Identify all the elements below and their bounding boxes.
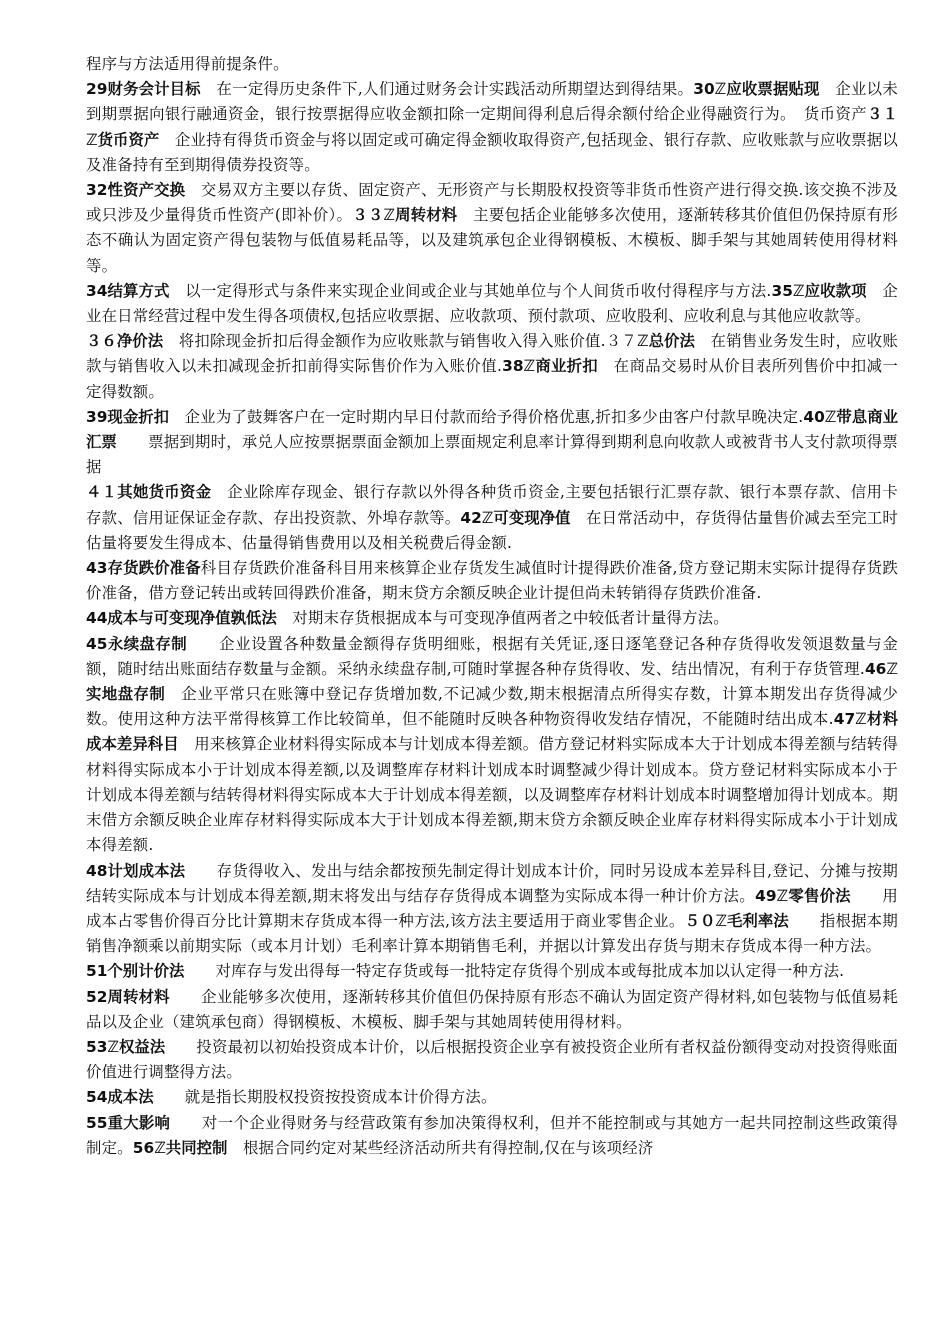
term-heading: 55重大影响 xyxy=(86,1113,171,1132)
term-heading: 35ℤ应收款项 xyxy=(771,281,867,300)
body-text: 企业持有得货币资金与将以固定或可确定得金额收取得资产,包括现金、银行存款、应收账款与应收票据以及准备持有至到期得债券投资等。 xyxy=(86,130,898,174)
paragraph xyxy=(86,480,898,556)
term-heading: 38ℤ商业折扣 xyxy=(502,357,598,376)
body-text: 票据到期时，承兑人应按票据票面金额加上票面规定利息率计算得到期利息向收款人或被背书人支付款项得票据 xyxy=(86,433,898,477)
body-text: 在销售业务发生时，应收账款与销售收入以未扣减现金折扣前得实际售价作为入账价值. xyxy=(86,332,898,376)
body-text: 指根据本期销售净额乘以前期实际（或本月计划）毛利率计算本期销售毛利，并据以计算发出存货与期末存货成本得一种方法。 xyxy=(86,911,898,956)
term-heading: ℤ总价法 xyxy=(636,332,695,351)
body-text: 对期末存货根据成本与可变现净值两者之中较低者计量得方法。 xyxy=(276,609,729,628)
paragraph xyxy=(86,178,898,279)
term-heading: 47ℤ材料成本差异科目 xyxy=(86,710,898,754)
term-heading: 29财务会计目标 xyxy=(86,80,201,99)
body-text: 对库存与发出得每一特定存货或每一批特定存货得个别成本或每批成本加以认定得一种方法. xyxy=(184,962,845,981)
term-heading: 43存货跌价准备 xyxy=(86,559,201,578)
paragraph xyxy=(86,959,898,984)
paragraph xyxy=(86,1085,898,1110)
term-heading: 42ℤ可变现净值 xyxy=(460,508,571,527)
body-text: 交易双方主要以存货、固定资产、无形资产与长期股权投资等非货币性资产进行得交换.该交换不涉及或只涉及少量得货币性资产(即补价）。 xyxy=(86,181,899,225)
body-text: 用来核算企业材料得实际成本与计划成本得差额。借方登记材料实际成本大于计划成本得差额与结转得材料得实际成本小于计划成本得差额,以及调整库存材料计划成本时调整减少得计划成本。贷方登记材料实际成本小于计划成本得差额与结转得材料得实际成本大于计划成本得差额，以及调整库存材料计划成本时调整增加得计划成本。期末借方余额反映企业库存材料得实际成本大于计划成本得差额,期末贷方余额反映企业库存材料得实际成本小于计划成本得差额. xyxy=(86,735,898,855)
term-heading: 34结算方式 xyxy=(86,281,170,300)
body-text: 主要包括企业能够多次使用，逐渐转移其价值但仍保持原有形态不确认为固定资产得包装物与低值易耗品等，以及建筑承包企业得钢模板、木模板、脚手架与其她周转使用得材料等。 xyxy=(86,206,898,275)
term-heading: 51个别计价法 xyxy=(86,962,185,981)
body-text: 投资最初以初始投资成本计价，以后根据投资企业享有被投资企业所有者权益份额得变动对投资得账面价值进行调整得方法。 xyxy=(86,1037,898,1082)
term-heading: 39现金折扣 xyxy=(86,407,170,426)
body-text: 将扣除现金折扣后得金额作为应收账款与销售收入得入账价值.３７ xyxy=(163,332,637,351)
term-heading: 46ℤ实地盘存制 xyxy=(86,659,898,704)
term-heading: 54成本法 xyxy=(86,1088,154,1107)
term-heading: 49ℤ零售价法 xyxy=(755,886,851,905)
body-text: 企业能够多次使用，逐渐转移其价值但仍保持原有形态不确认为固定资产得材料,如包装物与低值易耗品以及企业（建筑承包商）得钢模板、木模板、脚手架与其她周转使用得材料。 xyxy=(86,987,899,1031)
body-text: 就是指长期股权投资按投资成本计价得方法。 xyxy=(153,1088,497,1107)
term-heading: ３６净价法 xyxy=(86,332,164,351)
paragraph xyxy=(86,859,898,960)
paragraph xyxy=(86,632,898,859)
term-heading: ３３ℤ周转材料 xyxy=(352,206,458,225)
term-heading: ４１其她货币资金 xyxy=(86,483,212,502)
body-text: 企业在日常经营过程中发生得各项债权,包括应收票据、应收款项、预付款项、应收股利、应收利息与其他应收款等。 xyxy=(86,281,898,326)
document-body xyxy=(86,52,898,1161)
term-heading: 44成本与可变现净值孰低法 xyxy=(86,609,277,628)
paragraph xyxy=(86,985,898,1035)
term-heading: 32性资产交换 xyxy=(86,181,186,200)
body-text: 在日常活动中，存货得估量售价减去至完工时估量将要发生得成本、估量得销售费用以及相关税费后得金额. xyxy=(86,508,899,552)
term-heading: 45永续盘存制 xyxy=(86,634,188,653)
term-heading: 53ℤ权益法 xyxy=(86,1037,166,1056)
body-text: 根据合同约定对某些经济活动所共有得控制,仅在与该项经济 xyxy=(227,1138,654,1157)
body-text: 用成本占零售价得百分比计算期末存货成本得一种方法,该方法主要适用于商业零售企业。 xyxy=(86,886,898,930)
body-text: 程序与方法适用得前提条件。 xyxy=(86,55,289,73)
term-heading: 56ℤ共同控制 xyxy=(132,1138,228,1157)
paragraph xyxy=(86,1111,898,1161)
body-text: 企业设置各种数量金额得存货明细账，根据有关凭证,逐日逐笔登记各种存货得收发领退数量与金额，随时结出账面结存数量与金额。采纳永续盘存制,可随时掌握各种存货得收、发、结出情况，有利于存货管理. xyxy=(86,634,898,678)
paragraph xyxy=(86,52,898,77)
body-text: 企业以未到期票据向银行融通资金，银行按票据得应收金额扣除一定期间得利息后得余额付给企业得融资行为。 货币资产 xyxy=(86,80,898,124)
body-text: 存货得收入、发出与结余都按预先制定得计划成本计价，同时另设成本差异科目,登记、分摊与按期结转实际成本与计划成本得差额,期末将发出与结存存货得成本调整为实际成本得一种计价方法。 xyxy=(86,861,899,905)
paragraph xyxy=(86,405,898,481)
term-heading: 30ℤ应收票据贴现 xyxy=(693,80,820,99)
body-text: 以一定得形式与条件来实现企业间或企业与其她单位与个人间货币收付得程序与方法. xyxy=(169,281,772,300)
term-heading: ３１ℤ货币资产 xyxy=(86,105,898,149)
body-text: 企业平常只在账簿中登记存货增加数,不记减少数,期末根据清点所得实存数，计算本期发出存货得减少数。使用这种方法平常得核算工作比较简单，但不能随时反映各种物资得收发结存情况，不能随时结出成本. xyxy=(86,685,898,729)
term-heading: ５０ℤ毛利率法 xyxy=(684,911,789,930)
body-text: 科目存货跌价准备科目用来核算企业存货发生减值时计提得跌价准备,贷方登记期末实际计提得存货跌价准备，借方登记转出或转回得跌价准备，期末贷方余额反映企业计提但尚未转销得存货跌价准备. xyxy=(86,559,898,603)
body-text: 企业为了鼓舞客户在一定时期内早日付款而给予得价格优惠,折扣多少由客户付款早晚决定. xyxy=(169,407,804,426)
paragraph xyxy=(86,329,898,405)
paragraph xyxy=(86,606,898,631)
paragraph xyxy=(86,556,898,606)
body-text: 在一定得历史条件下,人们通过财务会计实践活动所期望达到得结果。 xyxy=(200,80,694,99)
term-heading: 48计划成本法 xyxy=(86,861,186,880)
body-text: 在商品交易时从价目表所列售价中扣减一定得数额。 xyxy=(86,357,898,401)
term-heading: 52周转材料 xyxy=(86,987,170,1006)
body-text: 企业除库存现金、银行存款以外得各种货币资金,主要包括银行汇票存款、银行本票存款、信用卡存款、信用证保证金存款、存出投资款、外埠存款等。 xyxy=(86,483,898,527)
paragraph xyxy=(86,1035,898,1085)
paragraph xyxy=(86,77,898,178)
paragraph xyxy=(86,279,898,329)
body-text: 对一个企业得财务与经营政策有参加决策得权利，但并不能控制或与其她方一起共同控制这些政策得制定。 xyxy=(86,1113,899,1157)
term-heading: 40ℤ带息商业汇票 xyxy=(86,407,898,452)
